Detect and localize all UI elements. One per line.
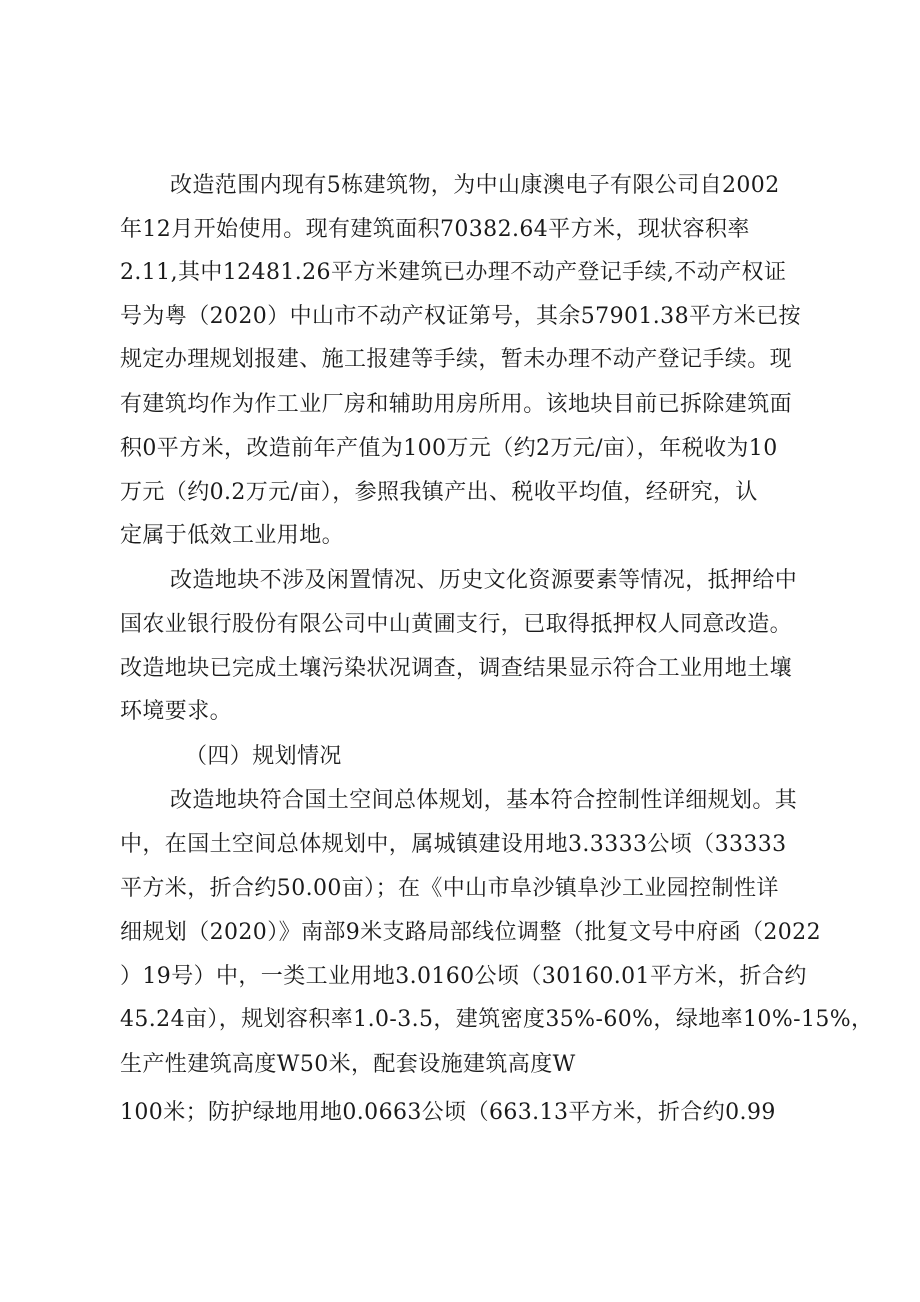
paragraph-1-line-7: 积0平方米，改造前年产值为100万元（约2万元/亩），年税收为10 [120, 436, 778, 461]
paragraph-1-line-5: 规定办理规划报建、施工报建等手续，暂未办理不动产登记手续。现 [120, 347, 793, 372]
paragraph-1-line-9: 定属于低效工业用地。 [120, 523, 345, 548]
paragraph-1-line-2: 年12月开始使用。现有建筑面积70382.64平方米，现状容积率 [120, 217, 750, 242]
paragraph-2-line-3: 改造地块已完成土壤污染状况调查，调查结果显示符合工业用地土壤 [120, 656, 793, 681]
section-heading: （四）规划情况 [185, 744, 342, 769]
paragraph-2-line-1: 改造地块不涉及闲置情况、历史文化资源要素等情况，抵押给中 [170, 568, 798, 593]
paragraph-2-line-4: 环境要求。 [120, 699, 233, 724]
paragraph-3-line-6: 45.24亩），规划容积率1.0-3.5，建筑密度35%-60%，绿地率10%-15%， [120, 1007, 874, 1032]
paragraph-1-line-8: 万元（约0.2万元/亩），参照我镇产出、税收平均值，经研究，认 [120, 480, 758, 505]
paragraph-3-line-4: 细规划（2020）》南部9米支路局部线位调整（批复文号中府函（2022 [120, 920, 821, 945]
paragraph-1-line-3: 2.11,其中12481.26平方米建筑已办理不动产登记手续,不动产权证 [120, 260, 787, 285]
paragraph-3-line-7: 生产性建筑高度W50米，配套设施建筑高度W [120, 1052, 576, 1077]
paragraph-3-line-1: 改造地块符合国土空间总体规划，基本符合控制性详细规划。其 [170, 788, 798, 813]
paragraph-1-line-1: 改造范围内现有5栋建筑物，为中山康澳电子有限公司自2002 [170, 173, 780, 198]
paragraph-3-line-5: ）19号）中，一类工业用地3.0160公顷（30160.01平方米，折合约 [120, 964, 807, 989]
paragraph-1-line-4: 号为粤（2020）中山市不动产权证第号，其余57901.38平方米已按 [120, 304, 801, 329]
paragraph-2-line-2: 国农业银行股份有限公司中山黄圃支行，已取得抵押权人同意改造。 [120, 612, 793, 637]
paragraph-3-line-2: 中，在国土空间总体规划中，属城镇建设用地3.3333公顷（33333 [120, 832, 787, 857]
paragraph-1-line-6: 有建筑均作为作工业厂房和辅助用房所用。该地块目前已拆除建筑面 [120, 392, 793, 417]
paragraph-3-line-3: 平方米，折合约50.00亩）；在《中山市阜沙镇阜沙工业园控制性详 [120, 876, 779, 901]
paragraph-3-line-8: 100米；防护绿地用地0.0663公顷（663.13平方米，折合约0.99 [120, 1100, 776, 1125]
